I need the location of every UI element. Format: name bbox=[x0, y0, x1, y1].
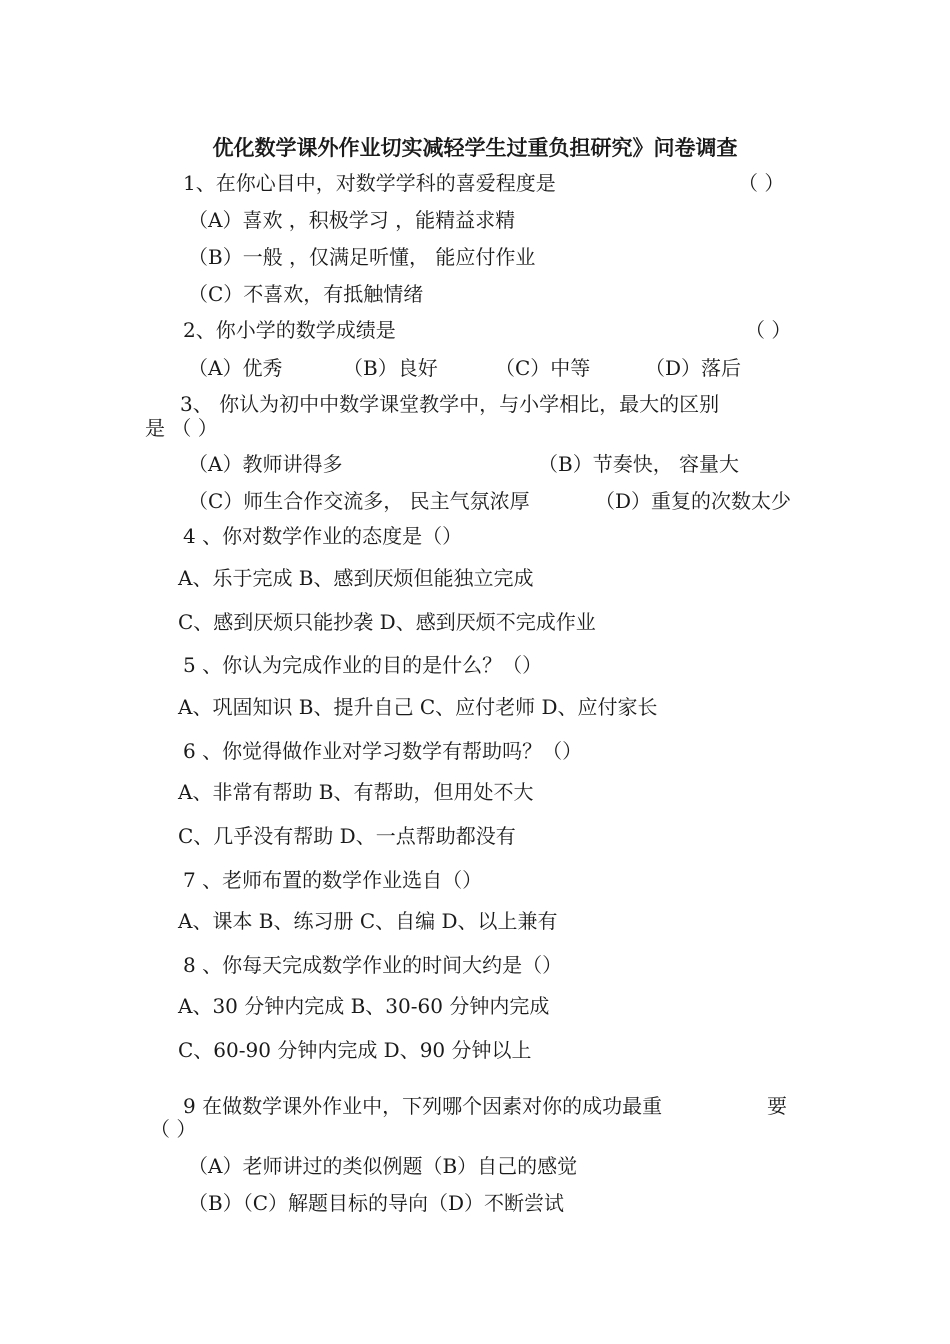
question-2-option-d: （D）落后 bbox=[645, 356, 742, 380]
question-4-options-line-2: C、感到厌烦只能抄袭 D、感到厌烦不完成作业 bbox=[178, 610, 596, 634]
question-5-options-line-1: A、巩固知识 B、提升自己 C、应付老师 D、应付家长 bbox=[178, 695, 658, 719]
question-6-options-line-1: A、非常有帮助 B、有帮助，但用处不大 bbox=[178, 780, 534, 804]
question-7-stem: 7 、老师布置的数学作业选自（） bbox=[183, 868, 483, 892]
question-3-option-d: （D）重复的次数太少 bbox=[595, 489, 792, 513]
question-4-stem: 4 、你对数学作业的态度是（） bbox=[183, 524, 463, 548]
page-title: 优化数学课外作业切实减轻学生过重负担研究》问卷调查 bbox=[212, 135, 738, 160]
question-9-options-line-1: （A）老师讲过的类似例题（B）自己的感觉 bbox=[188, 1154, 578, 1178]
question-4-options-line-1: A、乐于完成 B、感到厌烦但能独立完成 bbox=[178, 566, 534, 590]
question-8-options-line-1: A、30 分钟内完成 B、30-60 分钟内完成 bbox=[178, 994, 550, 1018]
question-3-stem-line-2: 是 （ ） bbox=[145, 416, 218, 440]
question-2-option-c: （C）中等 bbox=[495, 356, 591, 380]
question-1-option-a: （A）喜欢 ，积极学习 ，能精益求精 bbox=[188, 208, 516, 232]
question-9-stem-line-1: 9 在做数学课外作业中，下列哪个因素对你的成功最重 bbox=[183, 1094, 663, 1118]
question-3-option-b: （B）节奏快， 容量大 bbox=[538, 452, 740, 476]
question-2-stem: 2、你小学的数学成绩是 bbox=[183, 318, 396, 342]
question-7-options-line-1: A、课本 B、练习册 C、自编 D、以上兼有 bbox=[178, 909, 558, 933]
question-6-options-line-2: C、几乎没有帮助 D、一点帮助都没有 bbox=[178, 824, 516, 848]
question-6-stem: 6 、你觉得做作业对学习数学有帮助吗？（） bbox=[183, 739, 583, 763]
question-9-stem-line-2: （ ） bbox=[150, 1117, 197, 1141]
question-2-option-b: （B）良好 bbox=[343, 356, 438, 380]
question-3-option-c: （C）师生合作交流多， 民主气氛浓厚 bbox=[188, 489, 530, 513]
question-9-options-line-2: （B）（C）解题目标的导向（D）不断尝试 bbox=[188, 1191, 565, 1215]
question-9-stem-tail: 要 bbox=[767, 1094, 787, 1118]
question-1-stem: 1、在你心目中，对数学学科的喜爱程度是 bbox=[183, 171, 556, 195]
question-1-option-b: （B）一般 ，仅满足听懂， 能应付作业 bbox=[188, 245, 536, 269]
question-2-answer-blank: （ ） bbox=[745, 318, 792, 342]
question-3-option-a: （A）教师讲得多 bbox=[188, 452, 343, 476]
question-8-stem: 8 、你每天完成数学作业的时间大约是（） bbox=[183, 953, 563, 977]
question-1-answer-blank: （ ） bbox=[738, 171, 785, 195]
question-5-stem: 5 、你认为完成作业的目的是什么？（） bbox=[183, 653, 543, 677]
question-8-options-line-2: C、60-90 分钟内完成 D、90 分钟以上 bbox=[178, 1038, 532, 1062]
question-1-option-c: （C）不喜欢，有抵触情绪 bbox=[188, 282, 424, 306]
question-2-option-a: （A）优秀 bbox=[188, 356, 283, 380]
question-3-stem-line-1: 3、 你认为初中中数学课堂教学中，与小学相比，最大的区别 bbox=[180, 392, 720, 416]
